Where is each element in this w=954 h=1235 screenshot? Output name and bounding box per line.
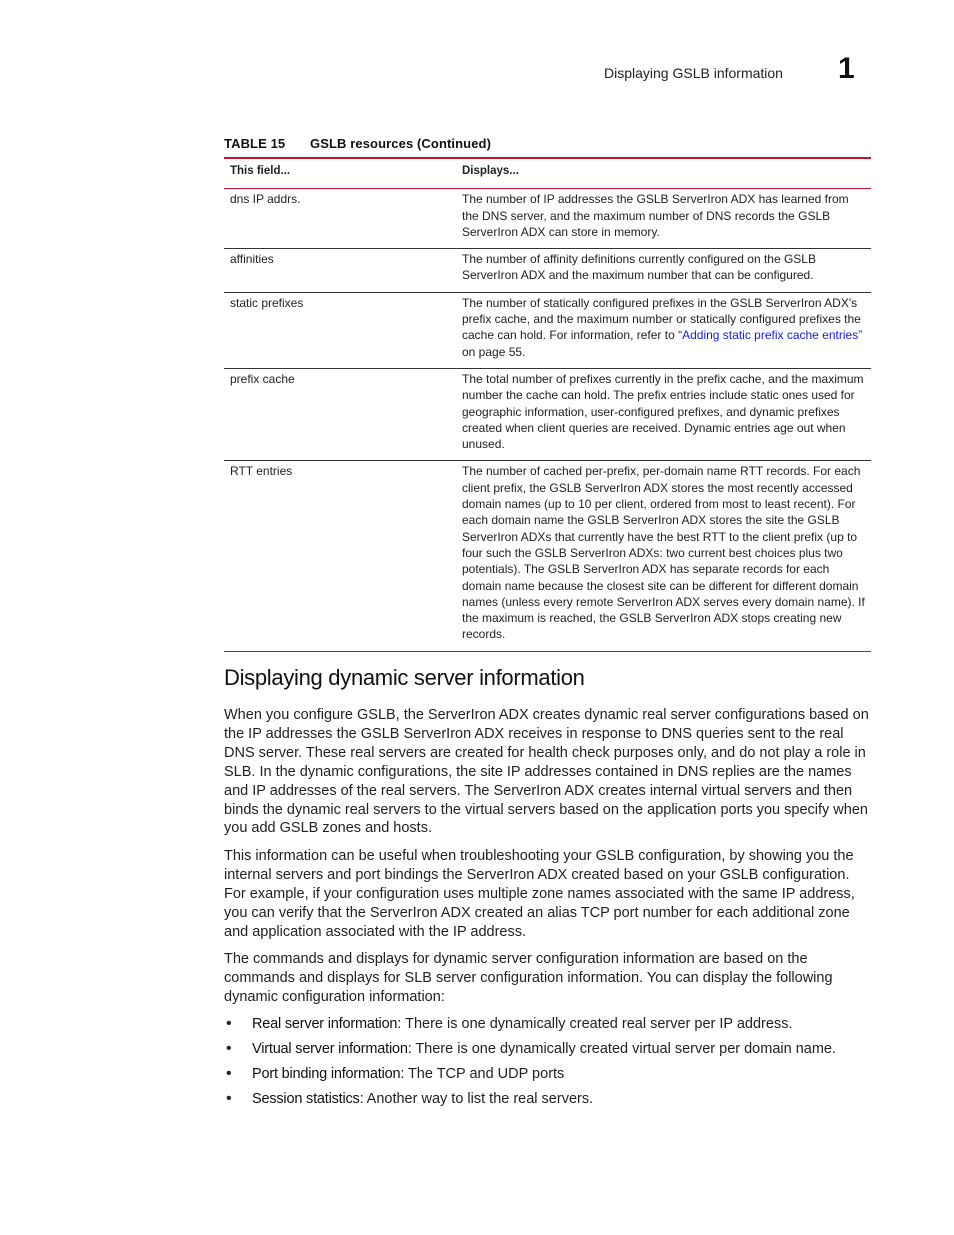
bullet-icon: • bbox=[226, 1040, 232, 1057]
bullet-text: There is one dynamically created virtual server per domain name. bbox=[411, 1041, 837, 1057]
bullet-text: : There is one dynamically created real server per IP address. bbox=[397, 1016, 793, 1032]
displays-cell bbox=[456, 292, 871, 368]
body-paragraph: This information can be useful when troubleshooting your GSLB configuration, by showing you the internal servers and port bindings the ServerIron ADX created based on your GSLB configuration. For example, if your configuration uses multiple zone names associated with the same IP address, you can verify that the ServerIron ADX created an alias TCP port number for each additional zone and application associated with the IP address. bbox=[224, 848, 855, 940]
chapter-number: 1 bbox=[838, 52, 855, 85]
table-row bbox=[224, 461, 871, 651]
body-paragraph: When you configure GSLB, the ServerIron ADX creates dynamic real server configurations based on the IP addresses the GSLB ServerIron ADX receives in response to DNS queries sent to the real DNS server. These real servers are created for health check purposes only, and do not play a role in SLB. In the dynamic configurations, the site IP addresses contained in DNS replies are the names and IP addresses of the real servers. The ServerIron ADX creates internal virtual servers and then binds the dynamic real servers to the virtual servers based on the application ports you specify when you add GSLB zones and hosts. bbox=[224, 707, 869, 837]
list-item bbox=[224, 1014, 872, 1039]
bullet-term: Session statistics: bbox=[252, 1091, 364, 1107]
page-reference: on page 55. bbox=[462, 344, 526, 359]
bullet-icon: • bbox=[226, 1065, 232, 1082]
bullet-term: Real server information bbox=[252, 1016, 398, 1032]
list-item bbox=[224, 1064, 872, 1089]
field-cell: prefix cache bbox=[224, 368, 456, 460]
bullet-text: Another way to list the real servers. bbox=[363, 1091, 594, 1107]
list-item bbox=[224, 1039, 872, 1064]
bullet-icon: • bbox=[226, 1015, 232, 1032]
bullet-term: Port binding information: bbox=[252, 1066, 405, 1082]
table-header-row bbox=[224, 158, 871, 189]
field-cell: dns IP addrs. bbox=[224, 189, 456, 249]
table-title: GSLB resources (Continued) bbox=[310, 136, 492, 151]
table-row bbox=[224, 292, 871, 368]
dynamic-info-bullet-list bbox=[224, 1014, 872, 1114]
table-row bbox=[224, 189, 871, 249]
bullet-term: Virtual server information: bbox=[252, 1041, 412, 1057]
bullet-text: The TCP and UDP ports bbox=[404, 1066, 565, 1082]
field-cell: affinities bbox=[224, 249, 456, 293]
displays-cell: The number of IP addresses the GSLB ServerIron ADX has learned from the DNS server, and the maximum number of DNS records the GSLB ServerIron ADX can store in memory. bbox=[456, 189, 871, 249]
running-header-title: Displaying GSLB information bbox=[604, 65, 783, 81]
list-item bbox=[224, 1089, 872, 1114]
displays-cell: The number of cached per-prefix, per-domain name RTT records. For each client prefix, the GSLB ServerIron ADX stores the most recently accessed domain names (up to 10 per client, ordered from most to least recent). For each domain name the GSLB ServerIron ADX stores the site the GSLB ServerIron ADXs that currently have the best RTT to the client prefix (up to four such the GSLB ServerIron ADXs: two current best choices plus two potentials). The GSLB ServerIron ADX has separate records for each domain name because the closest site can be different for different domain names (unless every remote ServerIron ADX serves every domain name). If the maximum is reached, the GSLB ServerIron ADX stops creating new records. bbox=[456, 461, 871, 651]
body-paragraph: The commands and displays for dynamic server configuration information are based on the commands and displays for SLB server configuration information. You can display the following dynamic configuration information: bbox=[224, 951, 833, 1005]
displays-cell: The total number of prefixes currently in the prefix cache, and the maximum number the cache can hold. The prefix entries include static ones used for geographic information, user-configured prefixes, and dynamic prefixes created when client queries are received. Dynamic entries age out when unused. bbox=[456, 368, 871, 460]
column-header-displays: Displays... bbox=[456, 158, 871, 189]
section-heading: Displaying dynamic server information bbox=[224, 665, 585, 690]
bullet-icon: • bbox=[226, 1090, 232, 1107]
adding-static-prefix-link[interactable]: “Adding static prefix cache entries” bbox=[678, 328, 863, 343]
table-row bbox=[224, 249, 871, 293]
table-caption bbox=[224, 136, 491, 151]
field-cell: static prefixes bbox=[224, 292, 456, 368]
table-row bbox=[224, 368, 871, 460]
table-number: TABLE 15 bbox=[224, 136, 286, 151]
gslb-resources-table bbox=[224, 157, 871, 652]
displays-cell: The number of affinity definitions currently configured on the GSLB ServerIron ADX and the maximum number that can be configured. bbox=[456, 249, 871, 293]
column-header-field: This field... bbox=[224, 158, 456, 189]
field-cell: RTT entries bbox=[224, 461, 456, 651]
displays-text: The number of statically configured prefixes in the GSLB ServerIron ADX's prefix cache, and the maximum number or statically configured prefixes the cache can hold. For information, refer to bbox=[462, 295, 861, 343]
